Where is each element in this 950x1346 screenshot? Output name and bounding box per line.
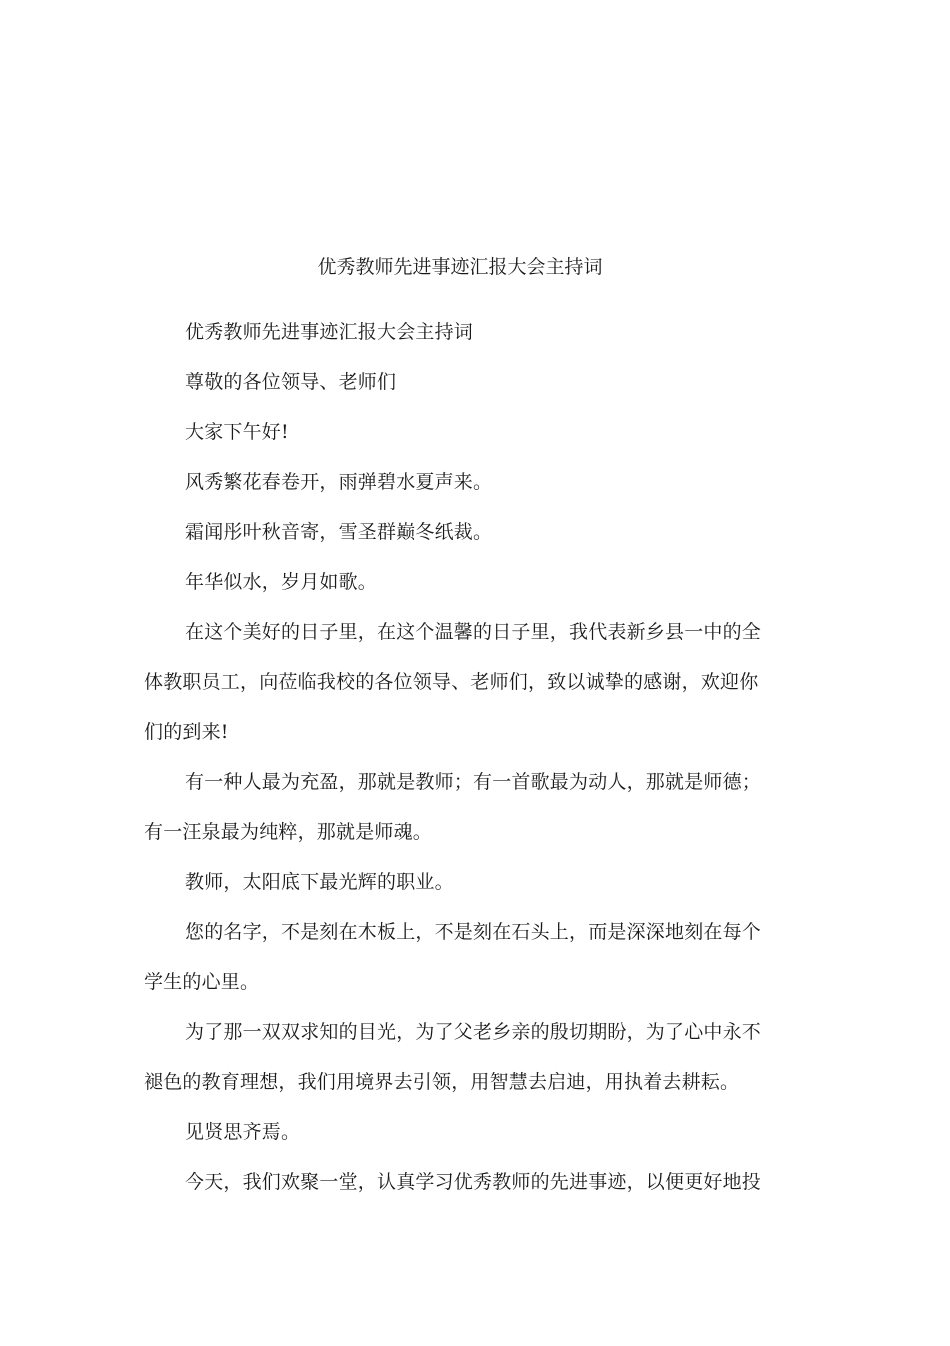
paragraph-line: 霜闻彤叶秋音寄，雪圣群巅冬纸裁。 — [185, 521, 493, 543]
paragraph-line: 有一汪泉最为纯粹，那就是师魂。 — [144, 821, 433, 843]
paragraph-line: 风秀繁花春卷开，雨弹碧水夏声来。 — [185, 471, 493, 493]
document-title: 优秀教师先进事迹汇报大会主持词 — [317, 256, 603, 278]
paragraph-line: 年华似水，岁月如歌。 — [185, 571, 378, 593]
paragraph-line: 教师，太阳底下最光辉的职业。 — [185, 871, 454, 893]
paragraph-line: 今天，我们欢聚一堂，认真学习优秀教师的先进事迹，以便更好地投 — [185, 1171, 762, 1193]
paragraph-line: 在这个美好的日子里，在这个温馨的日子里，我代表新乡县一中的全 — [185, 621, 762, 643]
paragraph-line: 您的名字，不是刻在木板上，不是刻在石头上，而是深深地刻在每个 — [185, 921, 762, 943]
paragraph-line: 大家下午好! — [185, 421, 289, 443]
paragraph-line: 们的到来! — [144, 721, 229, 743]
paragraph-line: 优秀教师先进事迹汇报大会主持词 — [185, 321, 474, 343]
paragraph-line: 尊敬的各位领导、老师们 — [185, 371, 397, 393]
paragraph-line: 有一种人最为充盈，那就是教师；有一首歌最为动人，那就是师德； — [185, 771, 762, 793]
paragraph-line: 体教职员工，向莅临我校的各位领导、老师们，致以诚挚的感谢，欢迎你 — [144, 671, 759, 693]
paragraph-line: 褪色的教育理想，我们用境界去引领，用智慧去启迪，用执着去耕耘。 — [144, 1071, 740, 1093]
paragraph-line: 学生的心里。 — [144, 971, 260, 993]
paragraph-line: 见贤思齐焉。 — [185, 1121, 301, 1143]
paragraph-line: 为了那一双双求知的目光，为了父老乡亲的殷切期盼，为了心中永不 — [185, 1021, 762, 1043]
